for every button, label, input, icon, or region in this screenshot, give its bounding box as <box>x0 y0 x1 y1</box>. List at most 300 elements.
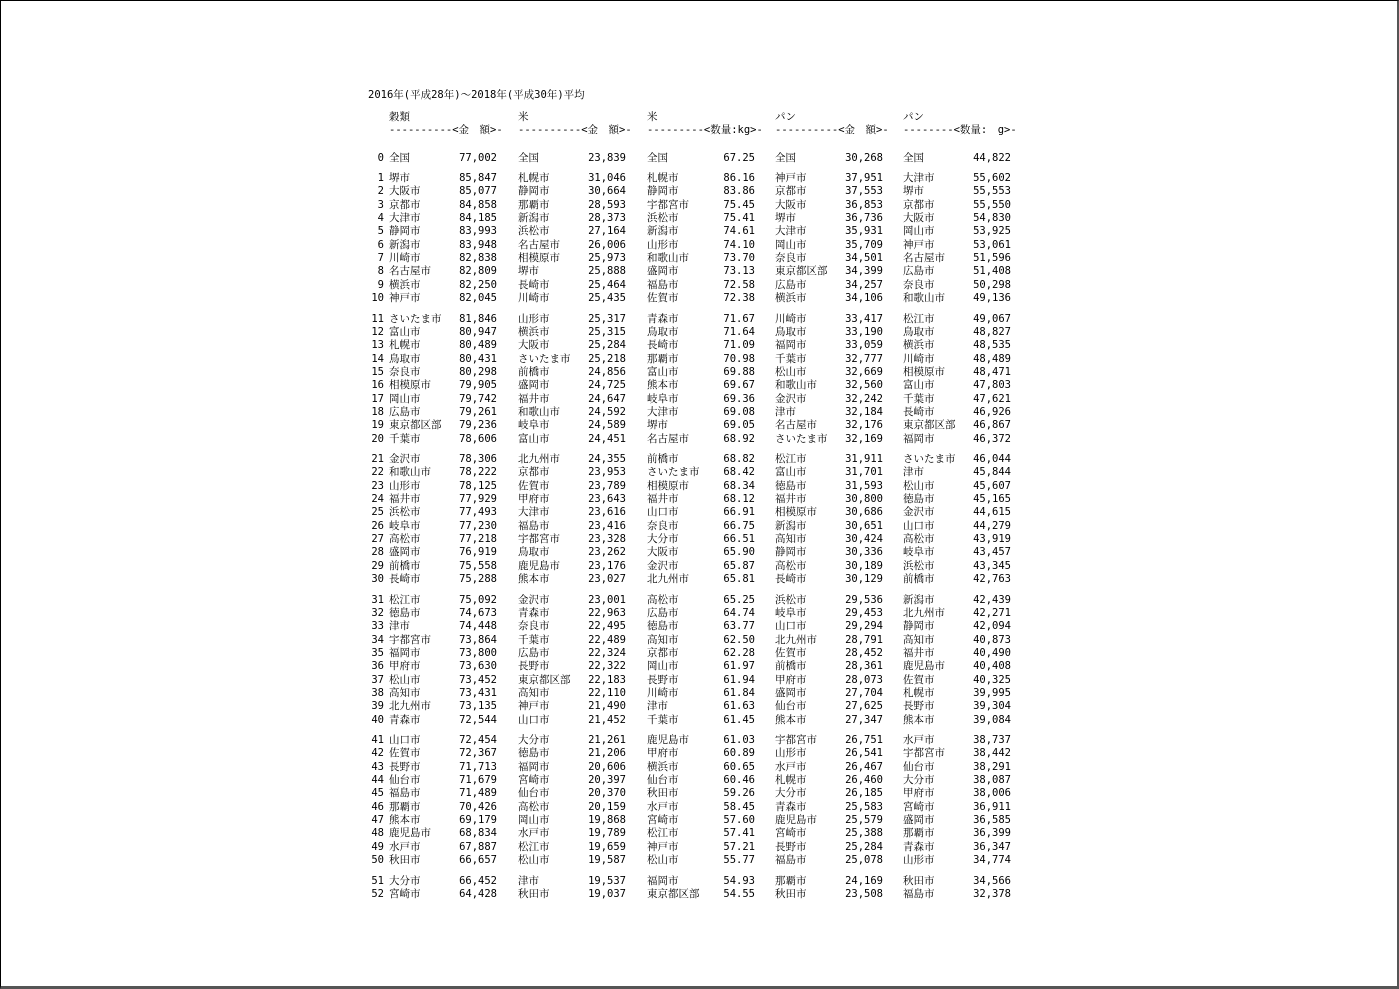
cell-value: 54,830 <box>973 212 1011 225</box>
city-name: 堺市 <box>775 212 796 225</box>
city-name: 熊本市 <box>775 713 807 726</box>
cell-value: 69.36 <box>723 392 755 405</box>
cell-value: 27,164 <box>588 225 626 238</box>
table-row <box>368 814 1028 827</box>
table-row <box>368 419 1028 432</box>
table-row <box>368 520 1028 533</box>
table-row <box>368 674 1028 687</box>
city-name: 山形市 <box>775 747 807 760</box>
cell-value: 22,183 <box>588 673 626 686</box>
city-name: 松山市 <box>647 854 679 867</box>
cell-value: 68.82 <box>723 453 755 465</box>
city-name: 盛岡市 <box>389 546 421 559</box>
cell-value: 26,006 <box>588 238 626 251</box>
city-name: 松山市 <box>518 854 550 867</box>
city-name: 那覇市 <box>647 352 679 365</box>
city-name: 山形市 <box>389 479 421 492</box>
city-name: 広島市 <box>518 646 550 659</box>
city-name: 高知市 <box>647 633 679 646</box>
city-name: 相模原市 <box>389 379 431 392</box>
city-name: 福島市 <box>903 887 935 900</box>
city-name: 高知市 <box>903 633 935 646</box>
cell-value: 32,169 <box>845 432 883 445</box>
city-name: 全国 <box>647 152 668 164</box>
city-name: 徳島市 <box>518 747 550 760</box>
table-row <box>368 433 1028 446</box>
city-name: 東京都区部 <box>389 419 442 432</box>
cell-value: 70,426 <box>459 800 497 813</box>
city-name: 前橋市 <box>389 559 421 572</box>
city-name: 岡山市 <box>518 814 550 827</box>
city-name: 徳島市 <box>647 620 679 633</box>
cell-value: 19,537 <box>588 874 626 887</box>
cell-value: 79,905 <box>459 379 497 392</box>
city-name: 盛岡市 <box>518 379 550 392</box>
city-name: 長崎市 <box>389 573 421 586</box>
city-name: 全国 <box>518 152 539 164</box>
city-name: 高知市 <box>389 686 421 699</box>
city-name: 浜松市 <box>647 212 679 225</box>
cell-value: 54.93 <box>723 874 755 887</box>
cell-value: 30,129 <box>845 573 883 586</box>
city-name: 神戸市 <box>518 700 550 713</box>
table-row <box>368 634 1028 647</box>
city-name: 大阪市 <box>647 546 679 559</box>
cell-value: 44,822 <box>973 152 1011 164</box>
city-name: 高松市 <box>518 800 550 813</box>
cell-value: 32,777 <box>845 352 883 365</box>
city-name: 京都市 <box>518 466 550 479</box>
city-name: 広島市 <box>775 278 807 291</box>
table-row <box>368 546 1028 559</box>
cell-value: 36,585 <box>973 814 1011 827</box>
rank-number: 32 <box>371 606 384 619</box>
table-row <box>368 533 1028 546</box>
cell-value: 48,471 <box>973 365 1011 378</box>
cell-value: 64,428 <box>459 887 497 900</box>
city-name: 名古屋市 <box>903 252 945 265</box>
city-name: 津市 <box>389 620 410 633</box>
cell-value: 26,185 <box>845 787 883 800</box>
city-name: 大阪市 <box>518 339 550 352</box>
table-row <box>368 480 1028 493</box>
table-row <box>368 827 1028 840</box>
city-name: 松江市 <box>903 312 935 325</box>
cell-value: 82,809 <box>459 265 497 278</box>
cell-value: 23,839 <box>588 152 626 164</box>
cell-value: 21,261 <box>588 734 626 746</box>
city-name: 山形市 <box>903 854 935 867</box>
city-name: 奈良市 <box>903 278 935 291</box>
cell-value: 69.08 <box>723 405 755 418</box>
cell-value: 55,553 <box>973 185 1011 198</box>
table-row <box>368 339 1028 352</box>
cell-value: 30,800 <box>845 493 883 506</box>
cell-value: 23,616 <box>588 506 626 519</box>
city-name: 京都市 <box>775 185 807 198</box>
city-name: 高知市 <box>775 533 807 546</box>
cell-value: 72.58 <box>723 278 755 291</box>
cell-value: 71.64 <box>723 325 755 338</box>
cell-value: 42,094 <box>973 620 1011 633</box>
cell-value: 77,230 <box>459 519 497 532</box>
city-name: 宮崎市 <box>389 887 421 900</box>
cell-value: 48,535 <box>973 339 1011 352</box>
city-name: 宮崎市 <box>903 800 935 813</box>
city-name: 水戸市 <box>389 840 421 853</box>
cell-value: 49,067 <box>973 312 1011 325</box>
cell-value: 73,800 <box>459 646 497 659</box>
cell-value: 74.61 <box>723 225 755 238</box>
cell-value: 37,553 <box>845 185 883 198</box>
city-name: 大阪市 <box>389 185 421 198</box>
cell-value: 23,643 <box>588 493 626 506</box>
cell-value: 33,417 <box>845 312 883 325</box>
city-name: 浜松市 <box>518 225 550 238</box>
cell-value: 23,328 <box>588 533 626 546</box>
rank-number: 2 <box>377 185 384 198</box>
city-name: 北九州市 <box>775 633 817 646</box>
city-name: 浜松市 <box>903 559 935 572</box>
cell-value: 82,250 <box>459 278 497 291</box>
rank-number: 29 <box>371 559 384 572</box>
cell-value: 23,953 <box>588 466 626 479</box>
city-name: 広島市 <box>903 265 935 278</box>
cell-value: 66.51 <box>723 533 755 546</box>
city-name: 新潟市 <box>647 225 679 238</box>
city-name: 堺市 <box>389 172 410 184</box>
cell-value: 21,490 <box>588 700 626 713</box>
cell-value: 73.70 <box>723 252 755 265</box>
rank-number: 30 <box>371 573 384 586</box>
cell-value: 78,306 <box>459 453 497 465</box>
city-name: 岐阜市 <box>389 519 421 532</box>
cell-value: 78,606 <box>459 432 497 445</box>
city-name: 那覇市 <box>903 827 935 840</box>
rank-number: 24 <box>371 493 384 506</box>
city-name: 金沢市 <box>518 593 550 606</box>
rank-number: 9 <box>377 278 384 291</box>
city-name: 福島市 <box>518 519 550 532</box>
cell-value: 34,106 <box>845 292 883 305</box>
city-name: 鹿児島市 <box>647 734 689 746</box>
cell-value: 23,176 <box>588 559 626 572</box>
cell-value: 61.94 <box>723 673 755 686</box>
cell-value: 71,713 <box>459 760 497 773</box>
cell-value: 23,262 <box>588 546 626 559</box>
city-name: 熊本市 <box>903 713 935 726</box>
city-name: 札幌市 <box>903 686 935 699</box>
rank-number: 15 <box>371 365 384 378</box>
rank-number: 34 <box>371 633 384 646</box>
city-name: 京都市 <box>389 198 421 211</box>
city-name: さいたま市 <box>647 466 700 479</box>
cell-value: 31,911 <box>845 453 883 465</box>
cell-value: 19,037 <box>588 887 626 900</box>
city-name: 和歌山市 <box>647 252 689 265</box>
city-name: 札幌市 <box>389 339 421 352</box>
city-name: 徳島市 <box>903 493 935 506</box>
cell-value: 32,242 <box>845 392 883 405</box>
rank-number: 14 <box>371 352 384 365</box>
rank-number: 42 <box>371 747 384 760</box>
cell-value: 32,378 <box>973 887 1011 900</box>
cell-value: 19,868 <box>588 814 626 827</box>
cell-value: 25,317 <box>588 312 626 325</box>
cell-value: 38,291 <box>973 760 1011 773</box>
city-name: 千葉市 <box>389 432 421 445</box>
city-name: 岡山市 <box>389 392 421 405</box>
table-row <box>368 212 1028 225</box>
cell-value: 23,508 <box>845 887 883 900</box>
city-name: 金沢市 <box>775 392 807 405</box>
city-name: 長崎市 <box>903 405 935 418</box>
city-name: 高松市 <box>647 593 679 606</box>
rank-number: 8 <box>377 265 384 278</box>
city-name: 津市 <box>903 466 924 479</box>
cell-value: 44,615 <box>973 506 1011 519</box>
rank-number: 10 <box>371 292 384 305</box>
column-header <box>775 111 889 138</box>
city-name: 新潟市 <box>775 519 807 532</box>
city-name: 水戸市 <box>775 760 807 773</box>
city-name: 長野市 <box>647 673 679 686</box>
city-name: 佐賀市 <box>389 747 421 760</box>
cell-value: 20,370 <box>588 787 626 800</box>
rank-number: 44 <box>371 774 384 787</box>
city-name: 神戸市 <box>389 292 421 305</box>
city-name: 鳥取市 <box>775 325 807 338</box>
city-name: 福岡市 <box>775 339 807 352</box>
cell-value: 40,490 <box>973 646 1011 659</box>
city-name: 静岡市 <box>903 620 935 633</box>
city-name: 青森市 <box>775 800 807 813</box>
city-name: 松江市 <box>389 593 421 606</box>
cell-value: 25,284 <box>845 840 883 853</box>
column-unit: ----------<金 額>- <box>775 124 889 137</box>
cell-value: 55.77 <box>723 854 755 867</box>
city-name: 高知市 <box>518 686 550 699</box>
city-name: 金沢市 <box>389 453 421 465</box>
cell-value: 34,501 <box>845 252 883 265</box>
city-name: 福島市 <box>389 787 421 800</box>
cell-value: 68.12 <box>723 493 755 506</box>
cell-value: 80,431 <box>459 352 497 365</box>
cell-value: 40,325 <box>973 673 1011 686</box>
cell-value: 62.28 <box>723 646 755 659</box>
column-category: 穀類 <box>389 111 410 123</box>
cell-value: 37,951 <box>845 172 883 184</box>
cell-value: 23,789 <box>588 479 626 492</box>
city-name: 神戸市 <box>903 238 935 251</box>
city-name: 鳥取市 <box>518 546 550 559</box>
cell-value: 32,669 <box>845 365 883 378</box>
cell-value: 30,189 <box>845 559 883 572</box>
cell-value: 30,268 <box>845 152 883 164</box>
city-name: 仙台市 <box>647 774 679 787</box>
cell-value: 28,373 <box>588 212 626 225</box>
cell-value: 47,621 <box>973 392 1011 405</box>
cell-value: 24,451 <box>588 432 626 445</box>
table-row <box>368 225 1028 238</box>
table-row <box>368 620 1028 633</box>
city-name: 甲府市 <box>518 493 550 506</box>
column-header <box>903 111 1017 138</box>
cell-value: 71,679 <box>459 774 497 787</box>
city-name: 大阪市 <box>903 212 935 225</box>
city-name: 福島市 <box>775 854 807 867</box>
rank-number: 5 <box>377 225 384 238</box>
city-name: 全国 <box>775 152 796 164</box>
cell-value: 73,431 <box>459 686 497 699</box>
city-name: 浜松市 <box>775 593 807 606</box>
cell-value: 64.74 <box>723 606 755 619</box>
city-name: 相模原市 <box>775 506 817 519</box>
cell-value: 68.42 <box>723 466 755 479</box>
city-name: 堺市 <box>903 185 924 198</box>
city-name: 大分市 <box>518 734 550 746</box>
city-name: 名古屋市 <box>389 265 431 278</box>
cell-value: 40,408 <box>973 660 1011 673</box>
cell-value: 54.55 <box>723 887 755 900</box>
city-name: 長崎市 <box>518 278 550 291</box>
cell-value: 24,355 <box>588 453 626 465</box>
city-name: 和歌山市 <box>903 292 945 305</box>
cell-value: 68.34 <box>723 479 755 492</box>
cell-value: 30,651 <box>845 519 883 532</box>
cell-value: 74.10 <box>723 238 755 251</box>
cell-value: 28,073 <box>845 673 883 686</box>
cell-value: 23,416 <box>588 519 626 532</box>
cell-value: 66,452 <box>459 874 497 887</box>
cell-value: 73,630 <box>459 660 497 673</box>
cell-value: 27,625 <box>845 700 883 713</box>
city-name: 鳥取市 <box>389 352 421 365</box>
city-name: 名古屋市 <box>647 432 689 445</box>
city-name: 長野市 <box>903 700 935 713</box>
city-name: 青森市 <box>903 840 935 853</box>
rank-number: 52 <box>371 887 384 900</box>
rank-number: 37 <box>371 673 384 686</box>
city-name: 大津市 <box>903 172 935 184</box>
city-name: 全国 <box>389 152 410 164</box>
cell-value: 79,236 <box>459 419 497 432</box>
table-row <box>368 326 1028 339</box>
table-row <box>368 185 1028 198</box>
city-name: 宇都宮市 <box>903 747 945 760</box>
table-row <box>368 774 1028 787</box>
city-name: 北九州市 <box>903 606 945 619</box>
cell-value: 32,184 <box>845 405 883 418</box>
city-name: 那覇市 <box>389 800 421 813</box>
cell-value: 39,995 <box>973 686 1011 699</box>
city-name: 前橋市 <box>775 660 807 673</box>
city-name: 盛岡市 <box>903 814 935 827</box>
city-name: 松江市 <box>647 827 679 840</box>
cell-value: 24,592 <box>588 405 626 418</box>
city-name: 高松市 <box>775 559 807 572</box>
cell-value: 60.46 <box>723 774 755 787</box>
city-name: 甲府市 <box>647 747 679 760</box>
city-name: 松山市 <box>903 479 935 492</box>
city-name: 那覇市 <box>518 198 550 211</box>
city-name: 新潟市 <box>518 212 550 225</box>
city-name: 堺市 <box>518 265 539 278</box>
cell-value: 45,607 <box>973 479 1011 492</box>
cell-value: 28,791 <box>845 633 883 646</box>
city-name: 相模原市 <box>647 479 689 492</box>
city-name: 東京都区部 <box>903 419 956 432</box>
cell-value: 66,657 <box>459 854 497 867</box>
city-name: 鳥取市 <box>647 325 679 338</box>
city-name: 佐賀市 <box>775 646 807 659</box>
city-name: 岐阜市 <box>647 392 679 405</box>
city-name: 川崎市 <box>647 686 679 699</box>
city-name: 甲府市 <box>903 787 935 800</box>
table-row <box>368 647 1028 660</box>
city-name: 宇都宮市 <box>518 533 560 546</box>
city-name: 大阪市 <box>775 198 807 211</box>
cell-value: 69.67 <box>723 379 755 392</box>
city-name: 北九州市 <box>647 573 689 586</box>
city-name: 前橋市 <box>647 453 679 465</box>
city-name: 長野市 <box>389 760 421 773</box>
cell-value: 65.90 <box>723 546 755 559</box>
cell-value: 70.98 <box>723 352 755 365</box>
cell-value: 43,345 <box>973 559 1011 572</box>
cell-value: 30,664 <box>588 185 626 198</box>
cell-value: 48,827 <box>973 325 1011 338</box>
city-name: 仙台市 <box>903 760 935 773</box>
city-name: 宇都宮市 <box>389 633 431 646</box>
cell-value: 45,165 <box>973 493 1011 506</box>
cell-value: 85,077 <box>459 185 497 198</box>
city-name: 札幌市 <box>647 172 679 184</box>
table-row <box>368 353 1028 366</box>
cell-value: 22,322 <box>588 660 626 673</box>
city-name: 福井市 <box>389 493 421 506</box>
rank-number: 0 <box>377 152 384 164</box>
city-name: 千葉市 <box>647 713 679 726</box>
rank-number: 38 <box>371 686 384 699</box>
city-name: 大分市 <box>647 533 679 546</box>
city-name: 徳島市 <box>775 479 807 492</box>
city-name: 和歌山市 <box>518 405 560 418</box>
table-row <box>368 313 1028 326</box>
cell-value: 65.25 <box>723 593 755 606</box>
city-name: 東京都区部 <box>647 887 700 900</box>
cell-value: 63.77 <box>723 620 755 633</box>
city-name: さいたま市 <box>775 432 828 445</box>
rank-number: 13 <box>371 339 384 352</box>
cell-value: 69,179 <box>459 814 497 827</box>
city-name: 鹿児島市 <box>518 559 560 572</box>
column-header <box>389 111 503 138</box>
cell-value: 38,442 <box>973 747 1011 760</box>
cell-value: 82,838 <box>459 252 497 265</box>
city-name: 広島市 <box>647 606 679 619</box>
cell-value: 24,169 <box>845 874 883 887</box>
city-name: 岡山市 <box>775 238 807 251</box>
cell-value: 25,218 <box>588 352 626 365</box>
cell-value: 24,589 <box>588 419 626 432</box>
city-name: 水戸市 <box>903 734 935 746</box>
city-name: 前橋市 <box>518 365 550 378</box>
city-name: 熊本市 <box>647 379 679 392</box>
city-name: 長野市 <box>775 840 807 853</box>
cell-value: 38,087 <box>973 774 1011 787</box>
city-name: 東京都区部 <box>518 673 571 686</box>
